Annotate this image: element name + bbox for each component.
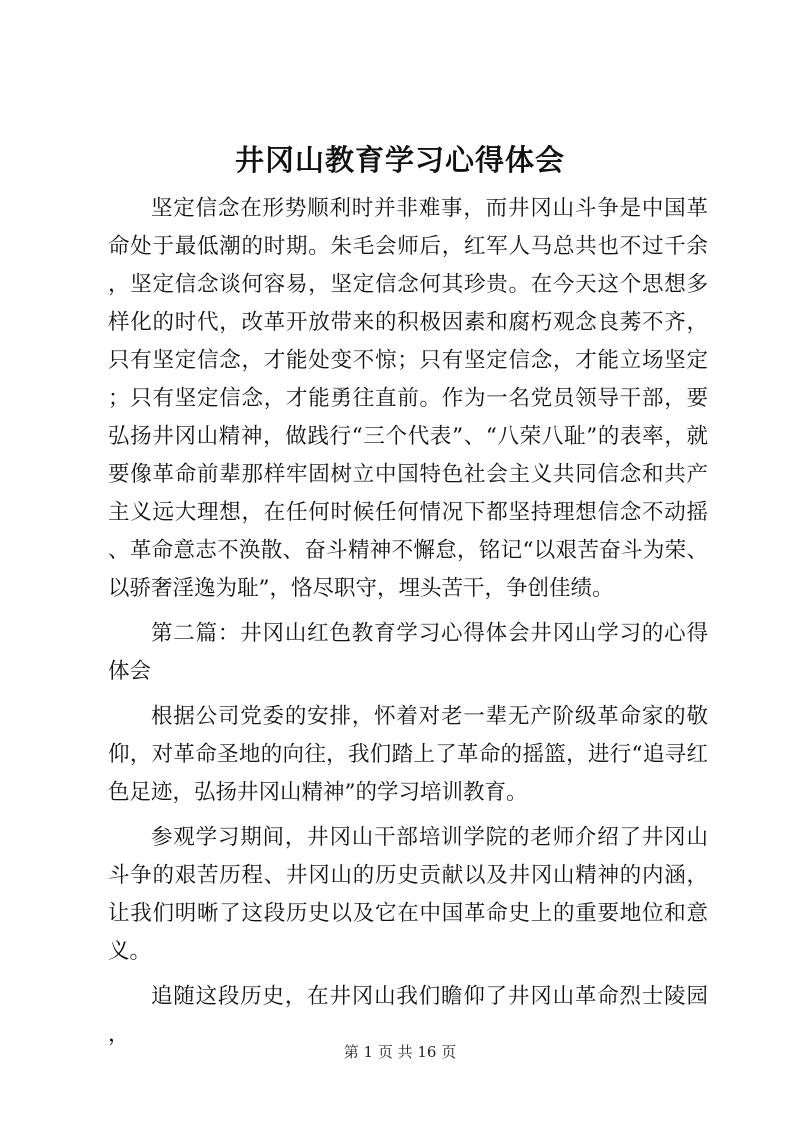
paragraph-2-section-heading: 第二篇：井冈山红色教育学习心得体会井冈山学习的心得体会 [108,621,708,684]
paragraph-5: 追随这段历史，在井冈山我们瞻仰了井冈山革命烈士陵园， [108,984,708,1047]
paragraph-3: 根据公司党委的安排，怀着对老一辈无产阶级革命家的敬仰，对革命圣地的向往，我们踏上了革命的摇篮，进行“追寻红色足迹，弘扬井冈山精神”的学习培训教育。 [108,704,708,805]
paragraph-1: 坚定信念在形势顺利时并非难事，而井冈山斗争是中国革命处于最低潮的时期。朱毛会师后，红军人马总共也不过千余，坚定信念谈何容易，坚定信念何其珍贵。在今天这个思想多样化的时代，改革开放带来的积极因素和腐朽观念良莠不齐，只有坚定信念，才能处变不惊；只有坚定信念，才能立场坚定；只有坚定信念，才能勇往直前。作为一名党员领导干部，要弘扬井冈山精神，做践行“三个代表”、“八荣八耻”的表率，就要像革命前辈那样牢固树立中国特色社会主义共同信念和共产主义远大理想，在任何时候任何情况下都坚持理想信念不动摇、革命意志不涣散、奋斗精神不懈怠，铭记“以艰苦奋斗为荣、以骄奢淫逸为耻”，恪尽职守，埋头苦干，争创佳绩。 [108,196,708,601]
document-title: 井冈山教育学习心得体会 [234,143,565,177]
document-body [108,190,708,1054]
page-number-footer: 第 1 页 共 16 页 [343,1043,457,1061]
paragraph-4: 参观学习期间，井冈山干部培训学院的老师介绍了井冈山斗争的艰苦历程、井冈山的历史贡献以及井冈山精神的内涵，让我们明晰了这段历史以及它在中国革命史上的重要地位和意义。 [108,825,708,964]
